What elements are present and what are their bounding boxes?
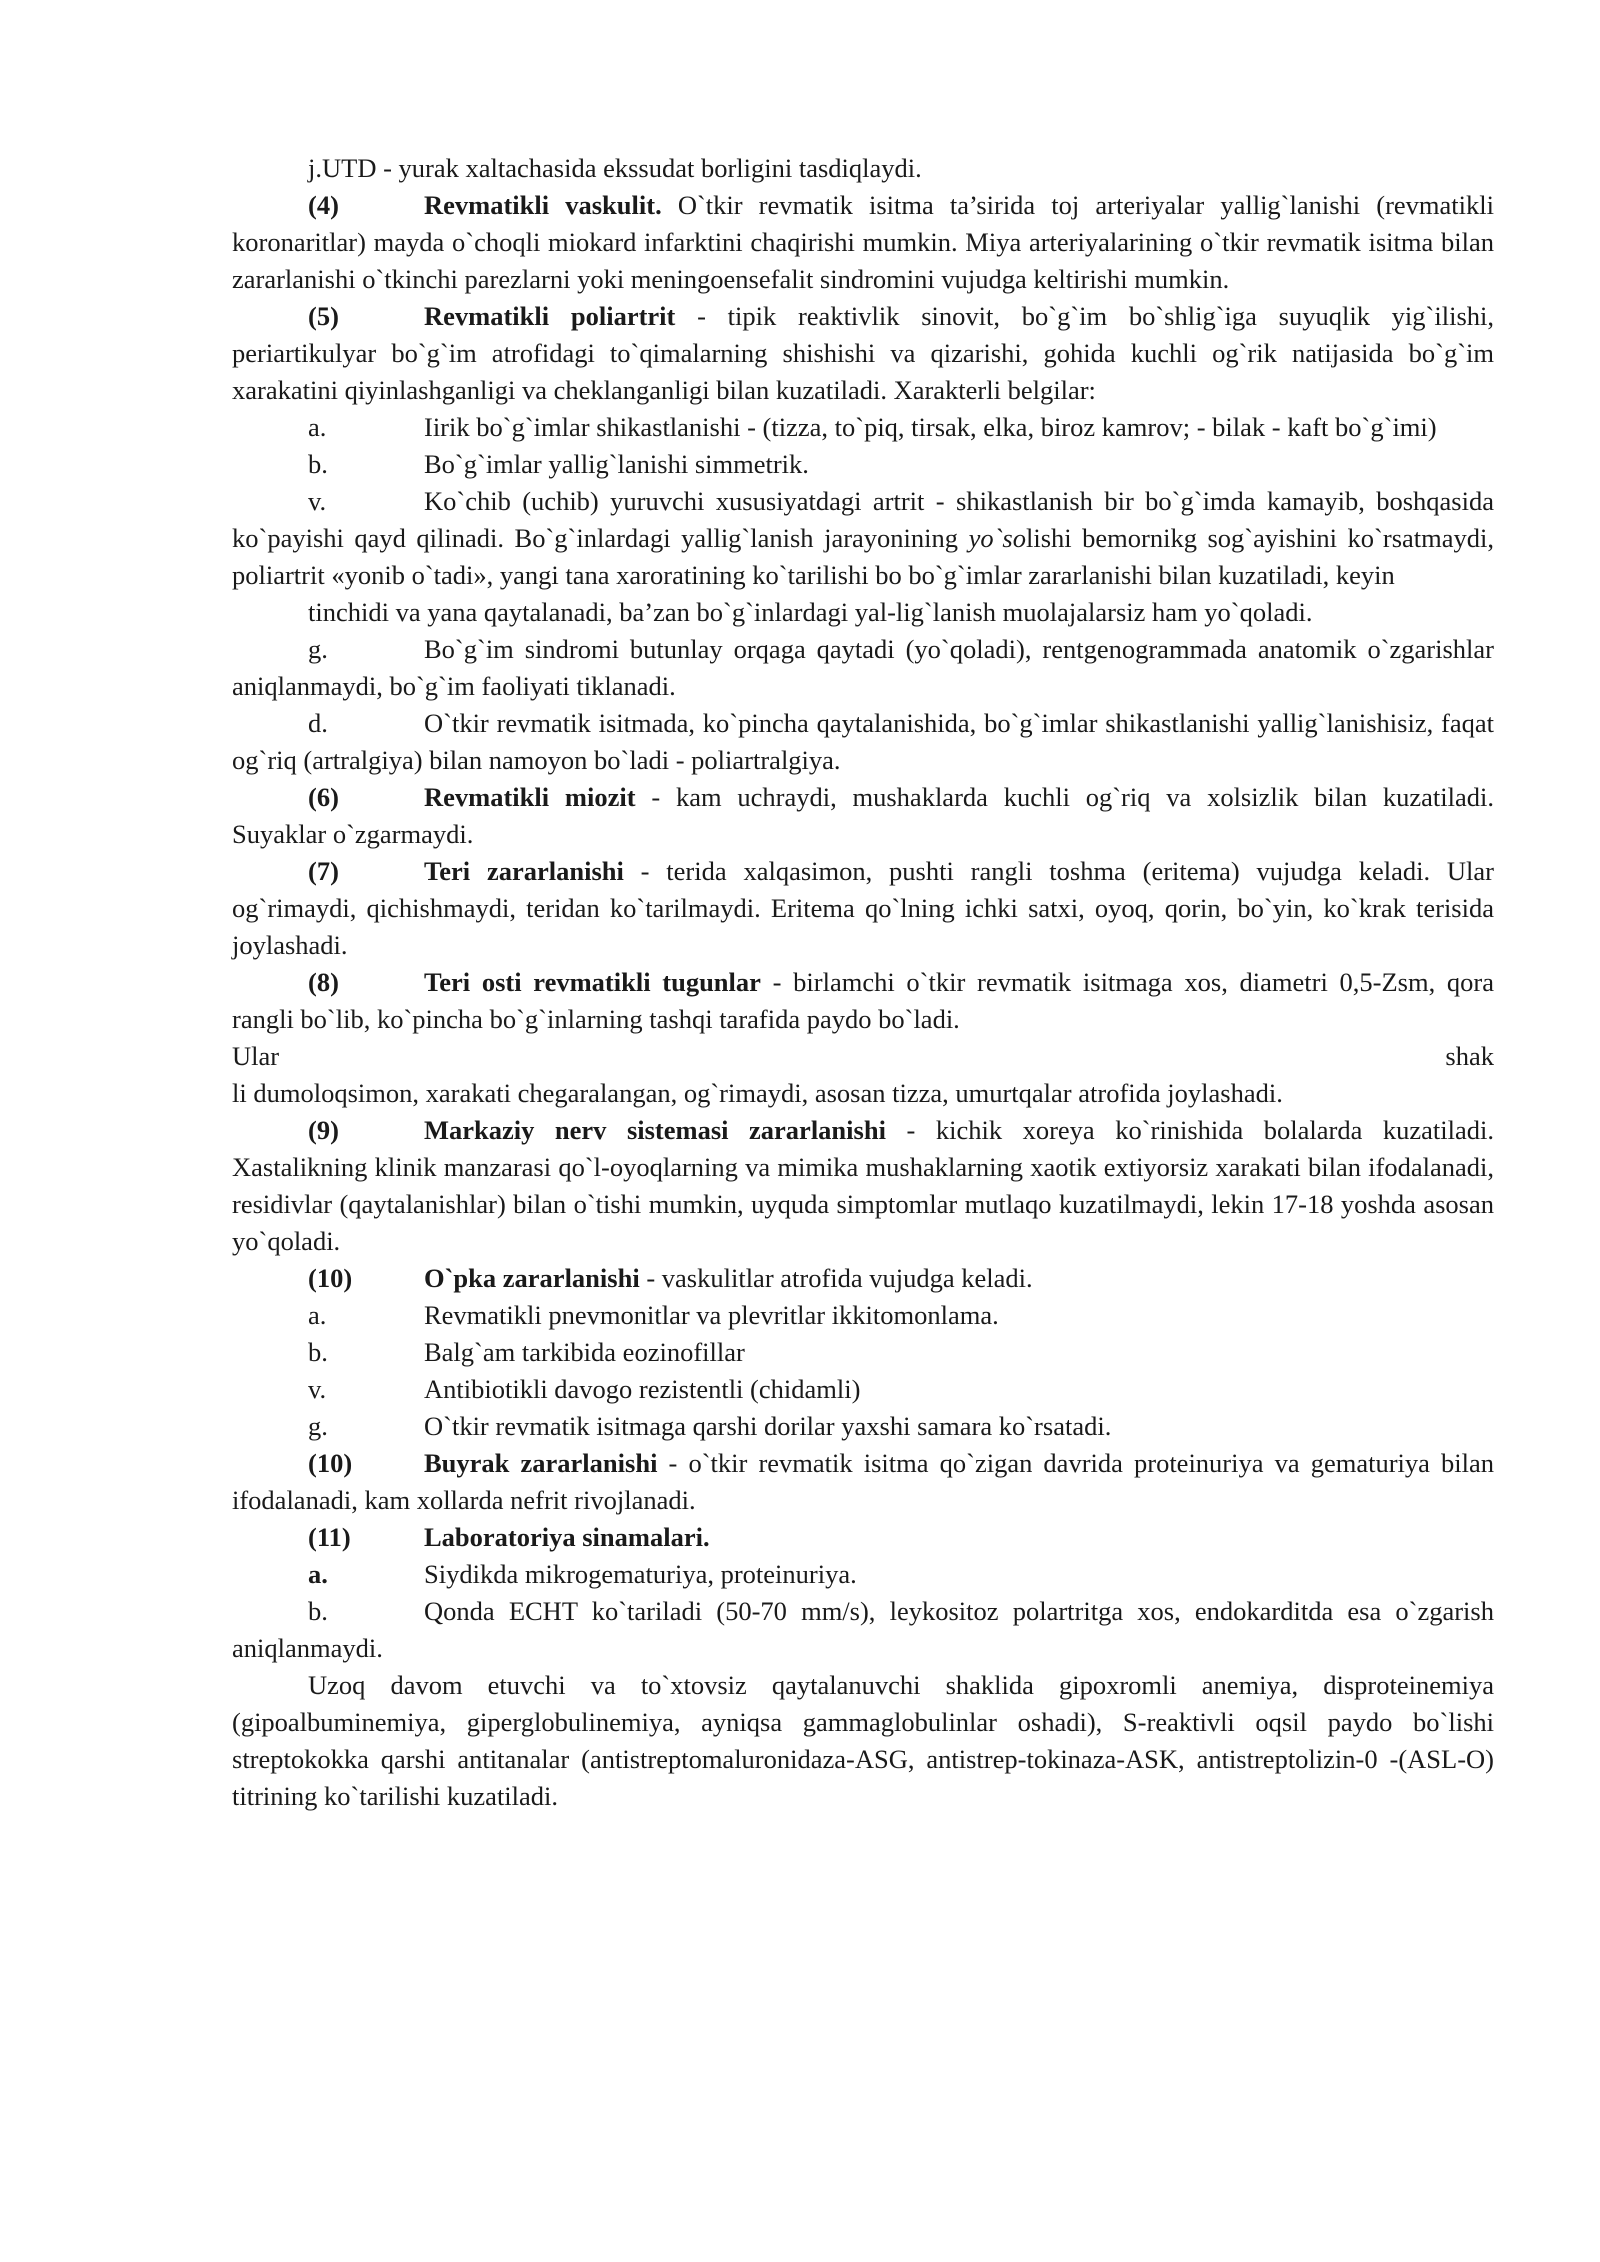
list-item bbox=[232, 1408, 1494, 1445]
paragraph-text: Uzoq davom etuvchi va to`xtovsiz qaytalanuvchi shaklida gipoxromli anemiya, disproteinemiya (gipoalbuminemiya, giperglobulinemiya, ayniqsa gammaglobulinlar oshadi), S-reaktivli oqsil paydo bo`lishi streptokokka qarshi antitanalar (antistreptomaluronidaza-ASG, antistrep-tokinaza-ASK, antistreptolizin-0 -(ASL-O) titrining ko`tarilishi kuzatiladi. bbox=[232, 1670, 1494, 1811]
section-heading: Buyrak zararlanishi bbox=[424, 1448, 658, 1478]
item-text-cont: lishi bemornikg sog`ayishini ko`rsatmaydi, poliartrit «yonib o`tadi», yangi tana xaroratining ko`tarilishi bo bo`g`imlar zararlanishi bilan kuzatiladi, keyin bbox=[232, 523, 1495, 590]
item-label: g. bbox=[308, 634, 328, 664]
list-item bbox=[232, 1593, 1494, 1667]
section-number: (4) bbox=[308, 190, 339, 220]
item-text: Iirik bo`g`imlar shikastlanishi - (tizza, to`piq, tirsak, elka, biroz kamrov; - bilak - kaft bo`g`imi) bbox=[424, 412, 1437, 442]
section-number: (9) bbox=[308, 1115, 339, 1145]
section-heading: O`pka zararlanishi bbox=[424, 1263, 640, 1293]
section-text: - birlamchi o`tkir revmatik isitmaga xos, diametri 0,5-Zsm, qora rangli bo`lib, ko`pincha bo`g`inlarning tashqi tarafida paydo bo`ladi. bbox=[232, 967, 1494, 1034]
section-text: li dumoloqsimon, xarakati chegaralangan, og`rimaydi, asosan tizza, umurtqalar atrofida joylashadi. bbox=[232, 1078, 1283, 1108]
item-text: O`tkir revmatik isitmaga qarshi dorilar yaxshi samara ko`rsatadi. bbox=[424, 1411, 1112, 1441]
section-text: - o`tkir revmatik isitma qo`zigan davrida proteinuriya va gematuriya bilan ifodalanadi, kam xollarda nefrit rivojlanadi. bbox=[232, 1448, 1495, 1515]
section-text: - kichik xoreya ko`rinishida bolalarda kuzatiladi. Xastalikning klinik manzarasi qo`l-oyoqlarning va mimika mushaklarning xaotik extiyorsiz xarakati bilan ifodalanadi, residivlar (qaytalanishlar) bilan o`tishi mumkin, uyquda simptomlar mutlaqo kuzatilmaydi, lekin 17-18 yoshda asosan yo`qoladi. bbox=[232, 1115, 1495, 1256]
section-7 bbox=[232, 853, 1494, 964]
list-item bbox=[232, 1371, 1494, 1408]
list-item bbox=[232, 631, 1494, 705]
item-text: Siydikda mikrogematuriya, proteinuriya. bbox=[424, 1559, 857, 1589]
split-left: Ular bbox=[232, 1041, 280, 1071]
item-text: O`tkir revmatik isitmada, ko`pincha qaytalanishida, bo`g`imlar shikastlanishi yallig`lanishisiz, faqat og`riq (artralgiya) bilan namoyon bo`ladi - poliartralgiya. bbox=[232, 708, 1494, 775]
item-text: Bo`g`im sindromi butunlay orqaga qaytadi (yo`qoladi), rentgenogrammada anatomik o`zgarishlar aniqlanmaydi, bo`g`im faoliyati tiklanadi. bbox=[232, 634, 1494, 701]
item-text: Qonda ECHT ko`tariladi (50-70 mm/s), leykositoz polartritga xos, endokarditda esa o`zgarish aniqlanmaydi. bbox=[232, 1596, 1494, 1663]
item-label: a. bbox=[308, 1300, 327, 1330]
document-page bbox=[232, 150, 1494, 1815]
list-item-continuation bbox=[232, 594, 1494, 631]
item-label: a. bbox=[308, 1559, 328, 1589]
section-number: (10) bbox=[308, 1263, 353, 1293]
italic-text: yo`so bbox=[968, 523, 1026, 553]
item-label: b. bbox=[308, 449, 328, 479]
item-text: Revmatikli pnevmonitlar va plevritlar ikkitomonlama. bbox=[424, 1300, 999, 1330]
section-text: - terida xalqasimon, pushti rangli toshma (eritema) vujudga keladi. Ular og`rimaydi, qichishmaydi, teridan ko`tarilmaydi. Eritema qo`lning ichki satxi, oyoq, qorin, bo`yin, ko`krak terisida joylashadi. bbox=[232, 856, 1495, 960]
item-label: b. bbox=[308, 1596, 328, 1626]
section-continuation bbox=[232, 1075, 1494, 1112]
closing-paragraph bbox=[232, 1667, 1494, 1815]
item-label: v. bbox=[308, 1374, 327, 1404]
list-item bbox=[232, 483, 1494, 594]
item-text: UTD - yurak xaltachasida ekssudat borligini tasdiqlaydi. bbox=[322, 153, 922, 183]
item-text: Balg`am tarkibida eozinofillar bbox=[424, 1337, 745, 1367]
section-number: (8) bbox=[308, 967, 339, 997]
section-text: - kam uchraydi, mushaklarda kuchli og`riq va xolsizlik bilan kuzatiladi. Suyaklar o`zgarmaydi. bbox=[232, 782, 1495, 849]
item-label: a. bbox=[308, 412, 327, 442]
list-item bbox=[232, 705, 1494, 779]
section-10 bbox=[232, 1260, 1494, 1297]
section-heading: Revmatikli miozit bbox=[424, 782, 636, 812]
item-label: j. bbox=[308, 153, 322, 183]
section-heading: Revmatikli poliartrit bbox=[424, 301, 676, 331]
section-9 bbox=[232, 1112, 1494, 1260]
list-item bbox=[232, 1297, 1494, 1334]
split-right: shak bbox=[1445, 1041, 1494, 1071]
section-heading: Markaziy nerv sistemasi zararlanishi bbox=[424, 1115, 886, 1145]
section-5 bbox=[232, 298, 1494, 409]
item-text: Bo`g`imlar yallig`lanishi simmetrik. bbox=[424, 449, 809, 479]
section-4 bbox=[232, 187, 1494, 298]
item-label: d. bbox=[308, 708, 328, 738]
section-number: (6) bbox=[308, 782, 339, 812]
item-text: Ko`chib (uchib) yuruvchi xususiyatdagi artrit - shikastlanish bir bo`g`imda kamayib, boshqasida ko`payishi qayd qilinadi. Bo`g`inlardagi yallig`lanish jarayonining bbox=[232, 486, 1494, 553]
section-6 bbox=[232, 779, 1494, 853]
section-text: - tipik reaktivlik sinovit, bo`g`im bo`shlig`iga suyuqlik yig`ilishi, periartikulyar bo`g`im atrofidagi to`qimalarning shishishi va qizarishi, gohida kuchli og`rik natijasida bo`g`im xarakatini qiyinlashganligi va cheklanganligi bilan kuzatiladi. Xarakterli belgilar: bbox=[232, 301, 1494, 405]
list-item bbox=[232, 1556, 1494, 1593]
list-item bbox=[232, 446, 1494, 483]
section-text: O`tkir revmatik isitma ta’sirida toj arteriyalar yallig`lanishi (revmatikli koronaritlar) mayda o`choqli miokard infarktini chaqirishi mumkin. Miya arteriyalarining o`tkir revmatik isitma bilan zararlanishi o`tkinchi parezlarni yoki meningoensefalit sindromini vujudga keltirishi mumkin. bbox=[232, 190, 1495, 294]
item-text: Antibiotikli davogo rezistentli (chidamli) bbox=[424, 1374, 861, 1404]
item-j bbox=[232, 150, 1494, 187]
section-heading: Laboratoriya sinamalari. bbox=[424, 1522, 710, 1552]
item-label: v. bbox=[308, 486, 327, 516]
section-number: (11) bbox=[308, 1522, 351, 1552]
item-text: tinchidi va yana qaytalanadi, ba’zan bo`g`inlardagi yal-lig`lanish muolajalarsiz ham yo`qoladi. bbox=[308, 597, 1313, 627]
section-10-kidney bbox=[232, 1445, 1494, 1519]
list-item bbox=[232, 1334, 1494, 1371]
section-heading: Teri zararlanishi bbox=[424, 856, 624, 886]
section-11 bbox=[232, 1519, 1494, 1556]
section-8 bbox=[232, 964, 1494, 1038]
split-line bbox=[232, 1038, 1494, 1075]
section-text: - vaskulitlar atrofida vujudga keladi. bbox=[646, 1263, 1033, 1293]
item-label: b. bbox=[308, 1337, 328, 1367]
section-number: (7) bbox=[308, 856, 339, 886]
section-number: (5) bbox=[308, 301, 339, 331]
section-heading: Revmatikli vaskulit. bbox=[424, 190, 662, 220]
section-heading: Teri osti revmatikli tugunlar bbox=[424, 967, 761, 997]
section-number: (10) bbox=[308, 1448, 353, 1478]
list-item bbox=[232, 409, 1494, 446]
item-label: g. bbox=[308, 1411, 328, 1441]
